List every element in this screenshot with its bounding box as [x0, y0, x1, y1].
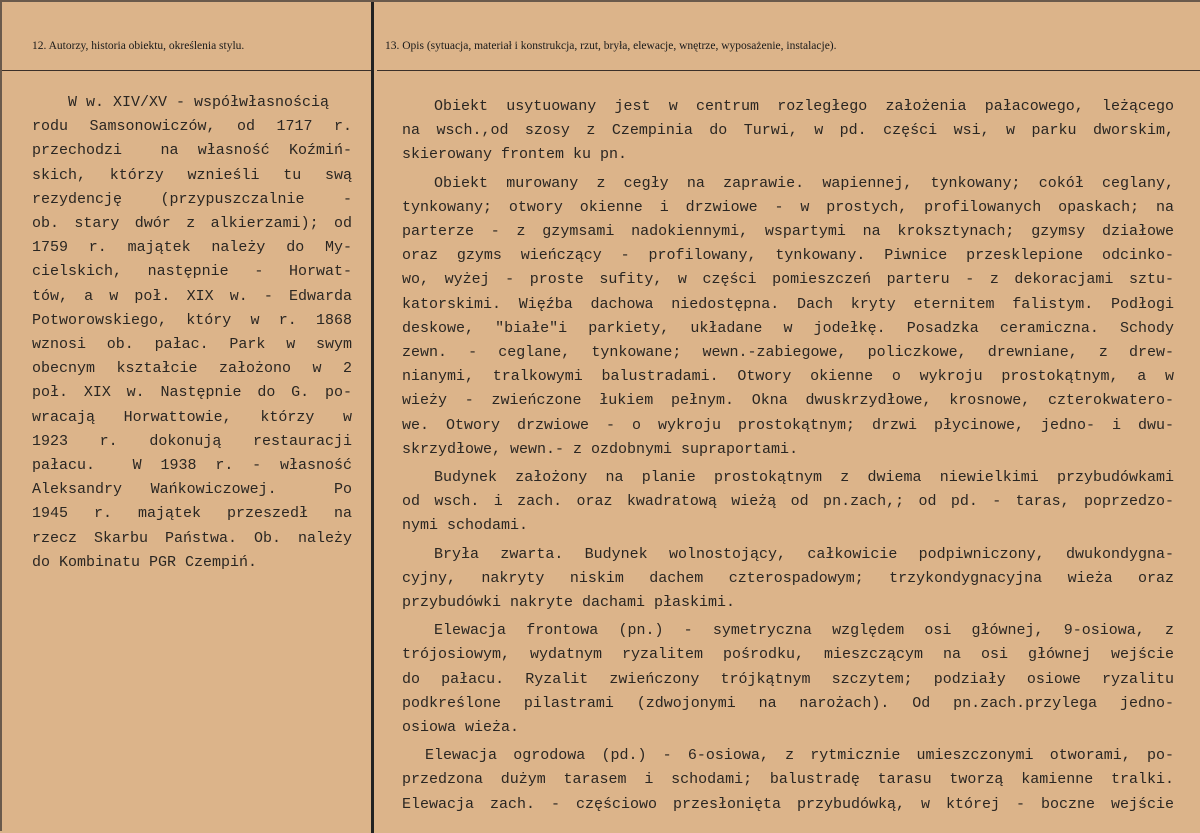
history-header: 12. Autorzy, historia obiektu, określenia stylu.	[32, 40, 245, 52]
text-line: trójosiowym, wydatnym ryzalitem pośrodku, mieszczącym na osi głównej wejście	[402, 646, 1174, 664]
text-line: przybudówki nakryte dachami płaskimi.	[402, 594, 736, 612]
text-line: wo, wyżej - proste sufity, w części pomieszczeń parteru - z dekoracjami sztu-	[402, 271, 1174, 289]
text-line: rezydencję (przypuszczalnie -	[32, 190, 352, 208]
text-line: ob. stary dwór z alkierzami); od	[32, 215, 352, 233]
text-line: 1945 r. majątek przeszedł na	[32, 505, 352, 523]
text-line: przechodzi na własność Koźmiń-	[32, 142, 352, 160]
text-line: tynkowany; otwory okienne i drzwiowe - w prostych, profilowanych opaskach; na	[402, 198, 1174, 216]
text-line: podkreślone pilastrami (zdwojonymi na narożach). Od pn.zach.przylega jedno-	[402, 694, 1174, 712]
text-line: katorskimi. Więźba dachowa niedostępna. Dach kryty eternitem falistym. Podłogi	[402, 295, 1174, 313]
history-column	[2, 2, 374, 833]
text-line: nymi schodami.	[402, 517, 529, 535]
text-line: deskowe, "białe"i parkiety, układane w jodełkę. Posadzka ceramiczna. Schody	[402, 319, 1174, 337]
text-line: skierowany frontem ku pn.	[402, 146, 628, 164]
text-line: Obiekt murowany z cegły na zaprawie. wapiennej, tynkowany; cokół ceglany,	[434, 174, 1174, 192]
text-line: Obiekt usytuowany jest w centrum rozległego założenia pałacowego, leżącego	[434, 98, 1174, 115]
text-line: skrzydłowe, wewn.- z ozdobnymi supraportami.	[402, 440, 799, 458]
text-line: rzecz Skarbu Państwa. Ob. należy	[32, 529, 352, 547]
text-line: pałacu. W 1938 r. - własność	[32, 457, 352, 475]
description-header: 13. Opis (sytuacja, materiał i konstrukcja, rzut, bryła, elewacje, wnętrze, wyposażenie, instalacje).	[385, 40, 837, 52]
description-text	[402, 95, 1174, 817]
text-line: Potworowskiego, który w r. 1868	[32, 311, 352, 329]
text-line: oraz gzyms wieńczący - profilowany, tynkowany. Piwnice przesklepione odcinko-	[402, 247, 1174, 265]
text-line: na wsch.,od szosy z Czempinia do Turwi, w pd. części wsi, w parku dworskim,	[402, 122, 1174, 140]
text-line: Budynek założony na planie prostokątnym z dwiema niewielkimi przybudówkami	[434, 469, 1174, 487]
description-column	[377, 2, 1200, 833]
header-divider	[377, 70, 1200, 71]
text-line: parterze - z gzymsami nadokiennymi, wspartymi na kroksztynach; gzymsy działowe	[402, 223, 1174, 241]
text-line: W w. XIV/XV - współwłasnością	[32, 94, 330, 111]
text-line: cyjny, nakryty niskim dachem czterospadowym; trzykondygnacyjna wieża oraz	[402, 569, 1174, 587]
text-line: tów, a w poł. XIX w. - Edwarda	[32, 287, 352, 305]
text-line: Elewacja ogrodowa (pd.) - 6-osiowa, z rytmicznie umieszczonymi otworami, po-	[425, 747, 1174, 765]
text-line: Bryła zwarta. Budynek wolnostojący, całkowicie podpiwniczony, dwukondygna-	[434, 545, 1174, 563]
text-line: obecnym kształcie założono w 2	[32, 360, 352, 378]
text-line: przedzona dużym tarasem i schodami; balustradę tarasu tworzą kamienne tralki.	[402, 771, 1174, 789]
text-line: zewn. - ceglane, tynkowane; wewn.-zabiegowe, policzkowe, drewniane, z drew-	[402, 344, 1174, 362]
text-line: skich, którzy wznieśli tu swą	[32, 166, 352, 184]
text-line: od wsch. i zach. oraz kwadratową wieżą od pn.zach,; od pd. - taras, poprzedzo-	[402, 493, 1174, 511]
text-line: 1923 r. dokonują restauracji	[32, 432, 352, 450]
text-line: wznosi ob. pałac. Park w swym	[32, 336, 352, 354]
text-line: poł. XIX w. Następnie do G. po-	[32, 384, 352, 402]
text-line: wieży - zwieńczone łukiem pełnym. Okna dwuskrzydłowe, krosnowe, czterokwatero-	[402, 392, 1174, 410]
text-line: nianymi, tralkowymi balustradami. Otwory okienne o wykroju prostokątnym, a w	[402, 368, 1174, 386]
history-text	[32, 91, 352, 575]
text-line: Elewacja frontowa (pn.) - symetryczna względem osi głównej, 9-osiowa, z	[434, 622, 1174, 640]
text-line: 1759 r. majątek należy do My-	[32, 239, 352, 257]
text-line: do Kombinatu PGR Czempiń.	[32, 553, 258, 571]
text-line: do pałacu. Ryzalit zwieńczony trójkątnym szczytem; podziały osiowe ryzalitu	[402, 670, 1174, 688]
text-line: osiowa wieża.	[402, 719, 520, 737]
text-line: Aleksandry Wańkowiczowej. Po	[32, 481, 352, 499]
text-line: wracają Horwattowie, którzy w	[32, 408, 352, 426]
text-line: Elewacja zach. - częściowo przesłonięta przybudówką, w której - boczne wejście	[402, 795, 1174, 813]
header-divider	[2, 70, 371, 71]
text-line: rodu Samsonowiczów, od 1717 r.	[32, 118, 352, 136]
text-line: we. Otwory drzwiowe - o wykroju prostokątnym; drzwi płycinowe, jedno- i dwu-	[402, 416, 1174, 434]
text-line: cielskich, następnie - Horwat-	[32, 263, 352, 281]
